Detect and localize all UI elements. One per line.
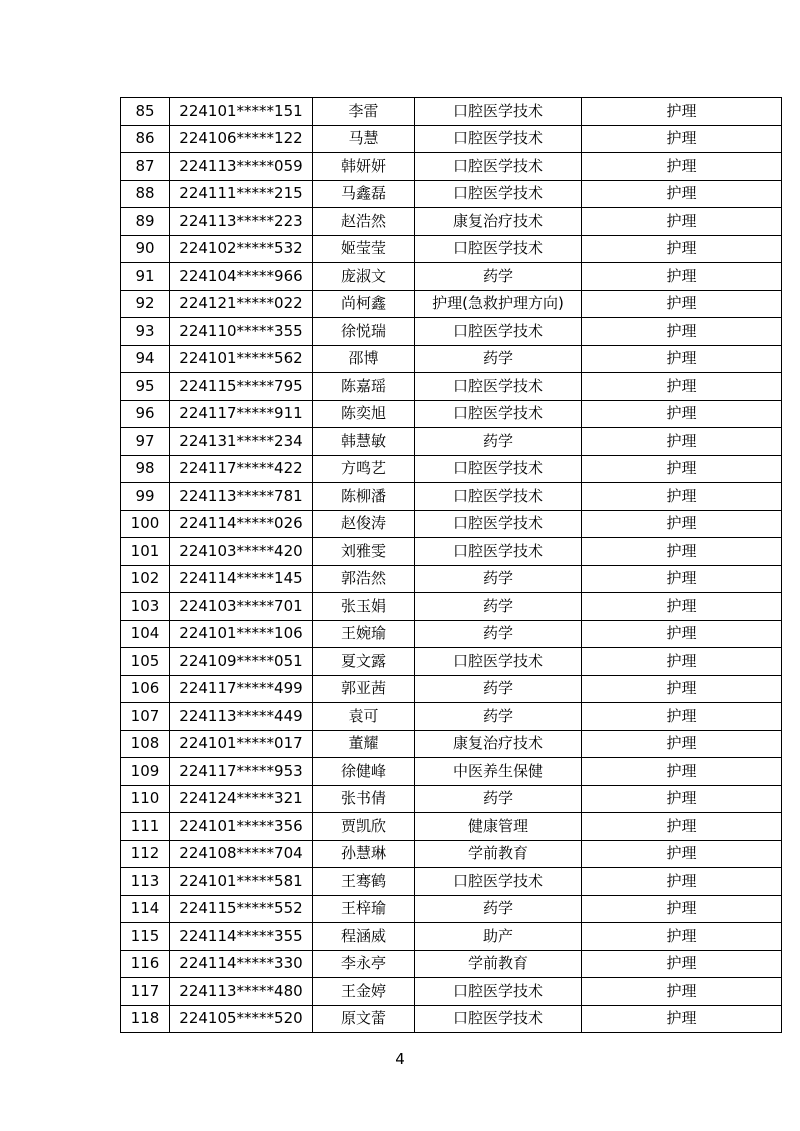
original-major-cell: 口腔医学技术: [415, 318, 582, 346]
row-number-cell: 116: [121, 950, 170, 978]
student-name-cell: 夏文露: [313, 648, 415, 676]
student-id-cell: 224117*****422: [170, 455, 313, 483]
student-name-cell: 王梓瑜: [313, 895, 415, 923]
original-major-cell: 口腔医学技术: [415, 235, 582, 263]
original-major-cell: 口腔医学技术: [415, 373, 582, 401]
table-row: [121, 730, 782, 758]
table-row: [121, 950, 782, 978]
table-row: [121, 675, 782, 703]
original-major-cell: 口腔医学技术: [415, 868, 582, 896]
student-name-cell: 郭浩然: [313, 565, 415, 593]
row-number-cell: 105: [121, 648, 170, 676]
target-major-cell: 护理: [582, 978, 782, 1006]
row-number-cell: 95: [121, 373, 170, 401]
table-row: [121, 510, 782, 538]
student-name-cell: 庞淑文: [313, 263, 415, 291]
student-id-cell: 224106*****122: [170, 125, 313, 153]
original-major-cell: 口腔医学技术: [415, 1005, 582, 1033]
table-row: [121, 263, 782, 291]
table-row: [121, 98, 782, 126]
student-name-cell: 陈柳潘: [313, 483, 415, 511]
row-number-cell: 103: [121, 593, 170, 621]
student-id-cell: 224104*****966: [170, 263, 313, 291]
student-name-cell: 陈奕旭: [313, 400, 415, 428]
target-major-cell: 护理: [582, 840, 782, 868]
target-major-cell: 护理: [582, 648, 782, 676]
student-name-cell: 王金婷: [313, 978, 415, 1006]
student-id-cell: 224101*****356: [170, 813, 313, 841]
original-major-cell: 药学: [415, 703, 582, 731]
student-id-cell: 224124*****321: [170, 785, 313, 813]
row-number-cell: 106: [121, 675, 170, 703]
table-row: [121, 235, 782, 263]
target-major-cell: 护理: [582, 620, 782, 648]
original-major-cell: 学前教育: [415, 950, 582, 978]
original-major-cell: 口腔医学技术: [415, 153, 582, 181]
target-major-cell: 护理: [582, 703, 782, 731]
target-major-cell: 护理: [582, 373, 782, 401]
row-number-cell: 88: [121, 180, 170, 208]
row-number-cell: 113: [121, 868, 170, 896]
student-name-cell: 马鑫磊: [313, 180, 415, 208]
original-major-cell: 口腔医学技术: [415, 455, 582, 483]
original-major-cell: 康复治疗技术: [415, 730, 582, 758]
student-name-cell: 陈嘉瑶: [313, 373, 415, 401]
original-major-cell: 学前教育: [415, 840, 582, 868]
original-major-cell: 健康管理: [415, 813, 582, 841]
target-major-cell: 护理: [582, 235, 782, 263]
target-major-cell: 护理: [582, 483, 782, 511]
original-major-cell: 口腔医学技术: [415, 510, 582, 538]
row-number-cell: 104: [121, 620, 170, 648]
table-row: [121, 648, 782, 676]
table-row: [121, 593, 782, 621]
table-row: [121, 318, 782, 346]
table-row: [121, 483, 782, 511]
row-number-cell: 110: [121, 785, 170, 813]
table-row: [121, 373, 782, 401]
table-row: [121, 400, 782, 428]
original-major-cell: 药学: [415, 785, 582, 813]
table-row: [121, 813, 782, 841]
student-name-cell: 徐健峰: [313, 758, 415, 786]
original-major-cell: 口腔医学技术: [415, 400, 582, 428]
target-major-cell: 护理: [582, 208, 782, 236]
table-row: [121, 758, 782, 786]
original-major-cell: 口腔医学技术: [415, 538, 582, 566]
student-id-cell: 224101*****151: [170, 98, 313, 126]
original-major-cell: 药学: [415, 428, 582, 456]
original-major-cell: 口腔医学技术: [415, 180, 582, 208]
row-number-cell: 108: [121, 730, 170, 758]
target-major-cell: 护理: [582, 950, 782, 978]
table-row: [121, 840, 782, 868]
student-id-cell: 224105*****520: [170, 1005, 313, 1033]
student-name-cell: 张玉娟: [313, 593, 415, 621]
table-row: [121, 538, 782, 566]
student-name-cell: 董耀: [313, 730, 415, 758]
row-number-cell: 87: [121, 153, 170, 181]
table-row: [121, 208, 782, 236]
target-major-cell: 护理: [582, 290, 782, 318]
original-major-cell: 药学: [415, 345, 582, 373]
original-major-cell: 助产: [415, 923, 582, 951]
table-row: [121, 703, 782, 731]
target-major-cell: 护理: [582, 263, 782, 291]
student-name-cell: 赵浩然: [313, 208, 415, 236]
page-number: 4: [395, 1050, 405, 1068]
row-number-cell: 93: [121, 318, 170, 346]
target-major-cell: 护理: [582, 895, 782, 923]
target-major-cell: 护理: [582, 565, 782, 593]
table-row: [121, 620, 782, 648]
row-number-cell: 118: [121, 1005, 170, 1033]
target-major-cell: 护理: [582, 593, 782, 621]
target-major-cell: 护理: [582, 345, 782, 373]
student-id-cell: 224113*****223: [170, 208, 313, 236]
original-major-cell: 药学: [415, 593, 582, 621]
student-name-cell: 李雷: [313, 98, 415, 126]
student-name-cell: 姬莹莹: [313, 235, 415, 263]
student-name-cell: 孙慧琳: [313, 840, 415, 868]
student-id-cell: 224121*****022: [170, 290, 313, 318]
table-row: [121, 455, 782, 483]
student-id-cell: 224101*****562: [170, 345, 313, 373]
table-row: [121, 785, 782, 813]
table-row: [121, 978, 782, 1006]
student-name-cell: 马慧: [313, 125, 415, 153]
student-name-cell: 张书倩: [313, 785, 415, 813]
target-major-cell: 护理: [582, 923, 782, 951]
original-major-cell: 中医养生保健: [415, 758, 582, 786]
student-id-cell: 224113*****480: [170, 978, 313, 1006]
row-number-cell: 91: [121, 263, 170, 291]
row-number-cell: 117: [121, 978, 170, 1006]
original-major-cell: 药学: [415, 620, 582, 648]
target-major-cell: 护理: [582, 98, 782, 126]
row-number-cell: 96: [121, 400, 170, 428]
row-number-cell: 92: [121, 290, 170, 318]
original-major-cell: 护理(急救护理方向): [415, 290, 582, 318]
student-id-cell: 224101*****017: [170, 730, 313, 758]
student-id-cell: 224115*****552: [170, 895, 313, 923]
target-major-cell: 护理: [582, 758, 782, 786]
student-name-cell: 贾凯欣: [313, 813, 415, 841]
table-row: [121, 345, 782, 373]
table-row: [121, 923, 782, 951]
student-id-cell: 224113*****449: [170, 703, 313, 731]
student-id-cell: 224103*****420: [170, 538, 313, 566]
table-row: [121, 895, 782, 923]
student-name-cell: 李永亭: [313, 950, 415, 978]
student-name-cell: 方鸣艺: [313, 455, 415, 483]
row-number-cell: 112: [121, 840, 170, 868]
student-id-cell: 224113*****781: [170, 483, 313, 511]
row-number-cell: 100: [121, 510, 170, 538]
student-table: [120, 97, 782, 1033]
student-id-cell: 224131*****234: [170, 428, 313, 456]
student-name-cell: 韩妍妍: [313, 153, 415, 181]
table-row: [121, 428, 782, 456]
target-major-cell: 护理: [582, 538, 782, 566]
student-id-cell: 224114*****145: [170, 565, 313, 593]
student-name-cell: 徐悦瑞: [313, 318, 415, 346]
student-id-cell: 224109*****051: [170, 648, 313, 676]
row-number-cell: 86: [121, 125, 170, 153]
student-name-cell: 程涵威: [313, 923, 415, 951]
original-major-cell: 口腔医学技术: [415, 978, 582, 1006]
student-name-cell: 韩慧敏: [313, 428, 415, 456]
student-id-cell: 224117*****953: [170, 758, 313, 786]
student-id-cell: 224102*****532: [170, 235, 313, 263]
student-id-cell: 224101*****106: [170, 620, 313, 648]
original-major-cell: 康复治疗技术: [415, 208, 582, 236]
student-id-cell: 224114*****330: [170, 950, 313, 978]
original-major-cell: 药学: [415, 565, 582, 593]
student-id-cell: 224108*****704: [170, 840, 313, 868]
row-number-cell: 90: [121, 235, 170, 263]
student-name-cell: 袁可: [313, 703, 415, 731]
table-row: [121, 125, 782, 153]
row-number-cell: 115: [121, 923, 170, 951]
student-name-cell: 郭亚茜: [313, 675, 415, 703]
original-major-cell: 药学: [415, 895, 582, 923]
row-number-cell: 114: [121, 895, 170, 923]
student-name-cell: 原文蕾: [313, 1005, 415, 1033]
row-number-cell: 111: [121, 813, 170, 841]
table-row: [121, 565, 782, 593]
row-number-cell: 109: [121, 758, 170, 786]
student-id-cell: 224117*****499: [170, 675, 313, 703]
table-row: [121, 180, 782, 208]
target-major-cell: 护理: [582, 785, 782, 813]
student-name-cell: 刘雅雯: [313, 538, 415, 566]
target-major-cell: 护理: [582, 400, 782, 428]
original-major-cell: 药学: [415, 263, 582, 291]
target-major-cell: 护理: [582, 1005, 782, 1033]
target-major-cell: 护理: [582, 730, 782, 758]
row-number-cell: 98: [121, 455, 170, 483]
target-major-cell: 护理: [582, 318, 782, 346]
student-id-cell: 224114*****355: [170, 923, 313, 951]
student-name-cell: 王骞鹤: [313, 868, 415, 896]
target-major-cell: 护理: [582, 125, 782, 153]
student-id-cell: 224111*****215: [170, 180, 313, 208]
student-id-cell: 224103*****701: [170, 593, 313, 621]
student-id-cell: 224113*****059: [170, 153, 313, 181]
student-id-cell: 224110*****355: [170, 318, 313, 346]
student-name-cell: 尚柯鑫: [313, 290, 415, 318]
student-name-cell: 赵俊涛: [313, 510, 415, 538]
table-row: [121, 868, 782, 896]
target-major-cell: 护理: [582, 455, 782, 483]
table-row: [121, 290, 782, 318]
target-major-cell: 护理: [582, 813, 782, 841]
original-major-cell: 口腔医学技术: [415, 483, 582, 511]
student-table-body: [121, 98, 782, 1033]
row-number-cell: 94: [121, 345, 170, 373]
original-major-cell: 口腔医学技术: [415, 648, 582, 676]
target-major-cell: 护理: [582, 428, 782, 456]
target-major-cell: 护理: [582, 180, 782, 208]
row-number-cell: 89: [121, 208, 170, 236]
student-id-cell: 224117*****911: [170, 400, 313, 428]
target-major-cell: 护理: [582, 868, 782, 896]
target-major-cell: 护理: [582, 675, 782, 703]
student-id-cell: 224115*****795: [170, 373, 313, 401]
row-number-cell: 99: [121, 483, 170, 511]
row-number-cell: 97: [121, 428, 170, 456]
target-major-cell: 护理: [582, 510, 782, 538]
table-row: [121, 1005, 782, 1033]
row-number-cell: 101: [121, 538, 170, 566]
table-row: [121, 153, 782, 181]
student-name-cell: 王婉瑜: [313, 620, 415, 648]
original-major-cell: 药学: [415, 675, 582, 703]
row-number-cell: 85: [121, 98, 170, 126]
student-id-cell: 224101*****581: [170, 868, 313, 896]
row-number-cell: 107: [121, 703, 170, 731]
student-name-cell: 邵博: [313, 345, 415, 373]
original-major-cell: 口腔医学技术: [415, 125, 582, 153]
target-major-cell: 护理: [582, 153, 782, 181]
original-major-cell: 口腔医学技术: [415, 98, 582, 126]
row-number-cell: 102: [121, 565, 170, 593]
student-id-cell: 224114*****026: [170, 510, 313, 538]
